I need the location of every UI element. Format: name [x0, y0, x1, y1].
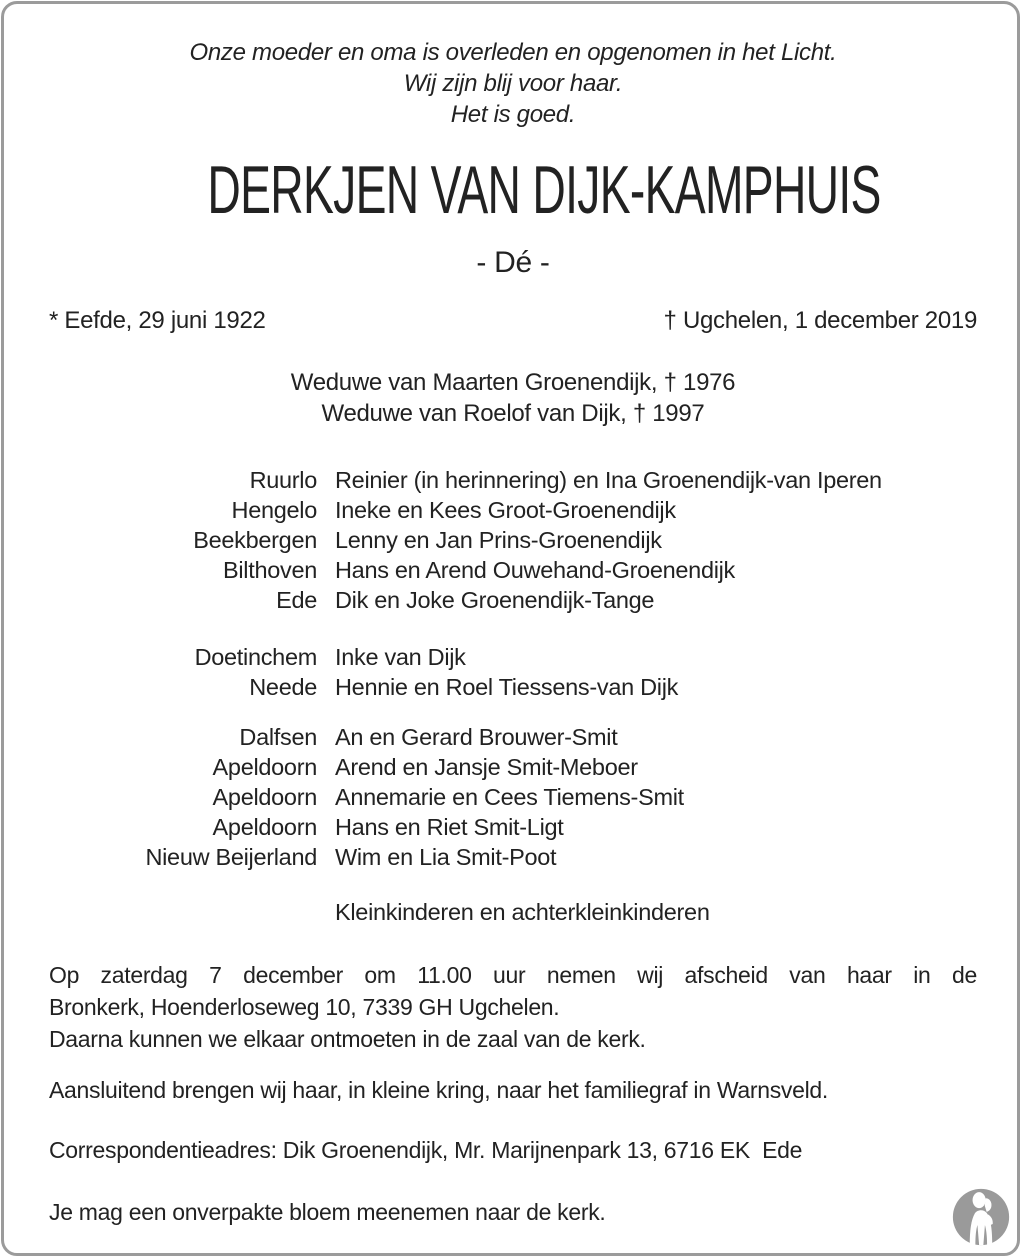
- deceased-nickname: - Dé -: [476, 246, 550, 279]
- obituary-content: [4, 4, 1017, 1228]
- obituary-card: [1, 1, 1020, 1256]
- service-line: Op zaterdag 7 december om 11.00 uur nemen wij afscheid van haar in de: [49, 962, 977, 988]
- family-row: [49, 782, 977, 812]
- family-place: Nieuw Beijerland: [145, 844, 317, 870]
- intro-line: Onze moeder en oma is overleden en opgenomen in het Licht.: [189, 39, 837, 66]
- family-place: Neede: [249, 674, 317, 700]
- flower-note: Je mag een onverpakte bloem meenemen naar de kerk.: [49, 1199, 606, 1225]
- correspondence-address: Correspondentieadres: Dik Groenendijk, Mr. Marijnenpark 13, 6716 EK Ede: [49, 1137, 803, 1163]
- family-place: Dalfsen: [239, 724, 317, 750]
- family-place: Apeldoorn: [212, 814, 317, 840]
- family-place: Beekbergen: [193, 527, 317, 553]
- family-row: [49, 672, 977, 702]
- family-names: Inke van Dijk: [335, 644, 466, 670]
- deceased-name: DERKJEN VAN DIJK-KAMPHUIS: [207, 152, 881, 228]
- family-row: [49, 525, 977, 555]
- family-names: Lenny en Jan Prins-Groenendijk: [335, 527, 662, 553]
- family-names: Ineke en Kees Groot-Groenendijk: [335, 497, 676, 523]
- life-dates: [49, 305, 977, 337]
- intro-verse: [49, 37, 977, 130]
- family-place: Bilthoven: [223, 557, 317, 583]
- widow-line: Weduwe van Roelof van Dijk, † 1997: [321, 400, 705, 427]
- family-row: [49, 812, 977, 842]
- family-row: [49, 495, 977, 525]
- family-names: Wim en Lia Smit-Poot: [335, 844, 557, 870]
- death-date: † Ugchelen, 1 december 2019: [663, 307, 977, 334]
- family-names: Hennie en Roel Tiessens-van Dijk: [335, 674, 679, 700]
- memorial-embrace-logo-icon: [951, 1187, 1011, 1247]
- grandchildren-line: Kleinkinderen en achterkleinkinderen: [335, 899, 710, 925]
- birth-date: * Eefde, 29 juni 1922: [49, 307, 266, 334]
- family-place: Ede: [276, 587, 317, 613]
- widow-line: Weduwe van Maarten Groenendijk, † 1976: [290, 369, 736, 396]
- family-group-children-1: [49, 465, 977, 615]
- family-place: Ruurlo: [249, 467, 317, 493]
- widow-lines: [49, 367, 977, 429]
- family-row: [49, 465, 977, 495]
- family-place: Doetinchem: [194, 644, 317, 670]
- family-row: [49, 842, 977, 872]
- family-names: Arend en Jansje Smit-Meboer: [335, 754, 638, 780]
- deceased-name-heading: [49, 152, 977, 228]
- intro-line: Het is goed.: [450, 101, 576, 128]
- family-row: [49, 752, 977, 782]
- family-names: An en Gerard Brouwer-Smit: [335, 724, 618, 750]
- family-names: Annemarie en Cees Tiemens-Smit: [335, 784, 684, 810]
- family-names: Hans en Riet Smit-Ligt: [335, 814, 564, 840]
- burial-note: Aansluitend brengen wij haar, in kleine kring, naar het familiegraf in Warnsveld.: [49, 1077, 829, 1103]
- service-line: Daarna kunnen we elkaar ontmoeten in de zaal van de kerk.: [49, 1026, 646, 1052]
- family-row: [49, 585, 977, 615]
- family-group-children-3: [49, 722, 977, 872]
- family-names: Reinier (in herinnering) en Ina Groenendijk-van Iperen: [335, 467, 882, 493]
- intro-line: Wij zijn blij voor haar.: [403, 70, 623, 97]
- family-names: Hans en Arend Ouwehand-Groenendijk: [335, 557, 736, 583]
- service-line: Bronkerk, Hoenderloseweg 10, 7339 GH Ugchelen.: [49, 994, 560, 1020]
- family-row: [49, 722, 977, 752]
- family-place: Hengelo: [231, 497, 317, 523]
- family-row: [49, 642, 977, 672]
- service-announcement: [49, 959, 977, 1055]
- family-row: [49, 555, 977, 585]
- family-names: Dik en Joke Groenendijk-Tange: [335, 587, 655, 613]
- family-group-children-2: [49, 642, 977, 702]
- family-place: Apeldoorn: [212, 784, 317, 810]
- family-place: Apeldoorn: [212, 754, 317, 780]
